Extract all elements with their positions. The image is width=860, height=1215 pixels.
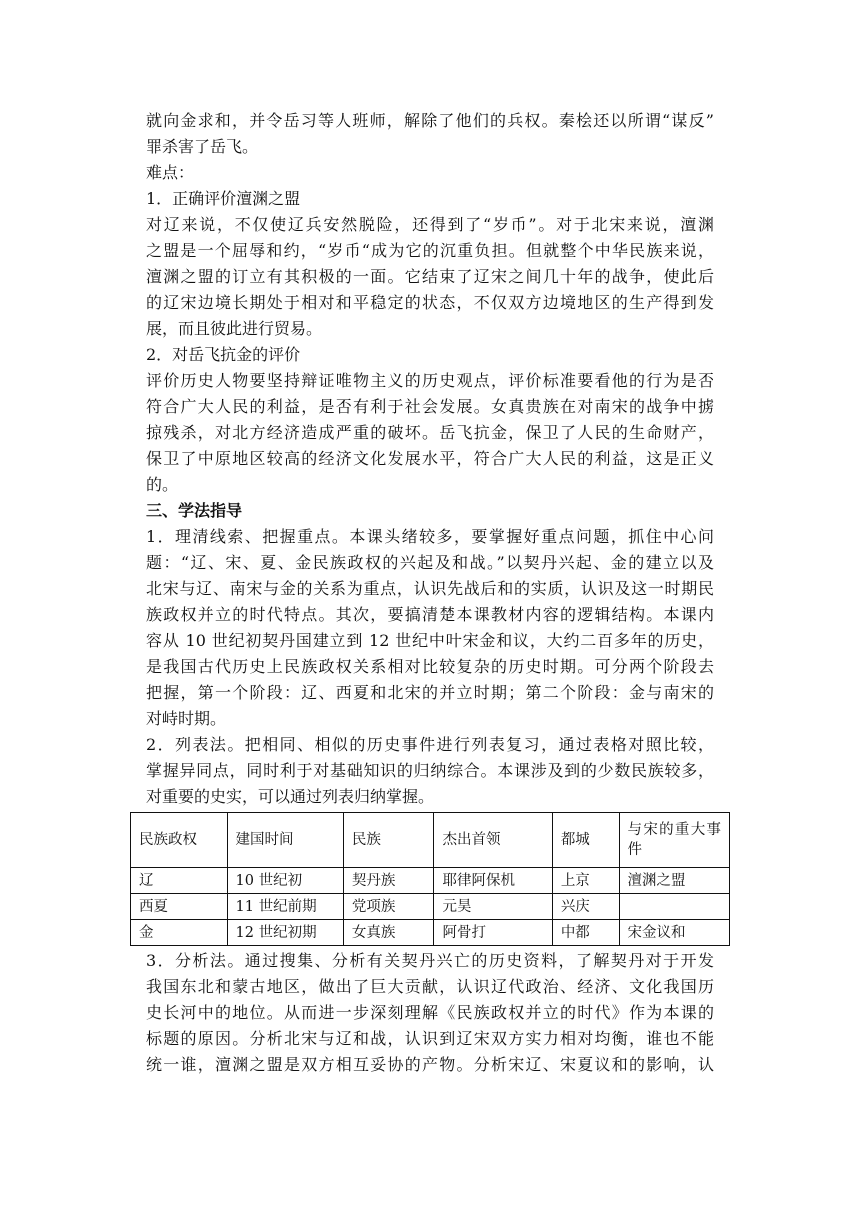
ethnic-regimes-table (130, 812, 730, 946)
table-cell: 党项族 (343, 894, 434, 920)
text-line: 北宋与辽、南宋与金的关系为重点，认识先战后和的实质，认识及这一时期民 (146, 579, 714, 598)
text-line: 保卫了中原地区较高的经济文化发展水平，符合广大人民的利益，这是正义 (146, 449, 714, 468)
text-line: 对峙时期。 (146, 709, 227, 728)
table-cell: 西夏 (131, 894, 228, 920)
text-line: 史长河中的地位。从而进一步深刻理解《民族政权并立的时代》作为本课的 (146, 1003, 714, 1022)
table-cell: 契丹族 (343, 868, 434, 894)
text-line: 之盟是一个屈辱和约，“岁币“成为它的沉重负担。但就整个中华民族来说， (146, 241, 714, 260)
text-line: 符合广大人民的利益，是否有利于社会发展。女真贵族在对南宋的战争中掳 (146, 397, 714, 416)
table-row (131, 920, 730, 946)
text-line: 难点： (146, 163, 195, 182)
table-cell: 阿骨打 (434, 920, 552, 946)
section-heading: 三、学法指导 (146, 501, 243, 520)
table-cell: 女真族 (343, 920, 434, 946)
text-line: 澶渊之盟的订立有其积极的一面。它结束了辽宋之间几十年的战争，使此后 (146, 267, 714, 286)
text-line: 掠残杀，对北方经济造成严重的破坏。岳飞抗金，保卫了人民的生命财产， (146, 423, 714, 442)
text-line: 就向金求和，并令岳习等人班师，解除了他们的兵权。秦桧还以所谓“谋反” (146, 111, 714, 130)
text-line: 对重要的史实，可以通过列表归纳掌握。 (146, 787, 435, 806)
table-cell: 元昊 (434, 894, 552, 920)
text-line: 3．分析法。通过搜集、分析有关契丹兴亡的历史资料，了解契丹对于开发 (146, 951, 714, 970)
body-text-top (146, 108, 714, 810)
table-cell: 澶渊之盟 (619, 868, 729, 894)
table-header-cell: 与宋的重大事件 (619, 813, 729, 868)
text-line: 1．理清线索、把握重点。本课头绪较多，要掌握好重点问题，抓住中心问 (146, 527, 714, 546)
table-cell: 12 世纪初期 (227, 920, 343, 946)
text-line: 1．正确评价澶渊之盟 (146, 189, 301, 208)
table-cell: 兴庆 (552, 894, 619, 920)
text-line: 2．列表法。把相同、相似的历史事件进行列表复习，通过表格对照比较， (146, 735, 714, 754)
text-line: 2．对岳飞抗金的评价 (146, 345, 301, 364)
text-line: 展，而且彼此进行贸易。 (146, 319, 323, 338)
table-cell: 上京 (552, 868, 619, 894)
text-line: 容从 10 世纪初契丹国建立到 12 世纪中叶宋金和议，大约二百多年的历史， (146, 631, 714, 650)
text-line: 评价历史人物要坚持辩证唯物主义的历史观点，评价标准要看他的行为是否 (146, 371, 714, 390)
text-line: 题：“辽、宋、夏、金民族政权的兴起及和战。”以契丹兴起、金的建立以及 (146, 553, 714, 572)
text-line: 族政权并立的时代特点。其次，要搞清楚本课教材内容的逻辑结构。本课内 (146, 605, 714, 624)
table-cell (619, 894, 729, 920)
table-header-cell: 都城 (552, 813, 619, 868)
table-row (131, 868, 730, 894)
body-text-bottom (146, 948, 714, 1078)
table-cell: 耶律阿保机 (434, 868, 552, 894)
table-cell: 宋金议和 (619, 920, 729, 946)
table-cell: 11 世纪前期 (227, 894, 343, 920)
text-line: 的。 (146, 475, 179, 494)
text-line: 把握，第一个阶段：辽、西夏和北宋的并立时期；第二个阶段：金与南宋的 (146, 683, 714, 702)
text-line: 统一谁，澶渊之盟是双方相互妥协的产物。分析宋辽、宋夏议和的影响，认 (146, 1055, 714, 1074)
text-line: 对辽来说，不仅使辽兵安然脱险，还得到了“岁币”。对于北宋来说，澶渊 (146, 215, 714, 234)
table-header-cell: 民族政权 (131, 813, 228, 868)
text-line: 的辽宋边境长期处于相对和平稳定的状态，不仅双方边境地区的生产得到发 (146, 293, 714, 312)
table-row (131, 894, 730, 920)
table-cell: 辽 (131, 868, 228, 894)
text-line: 是我国古代历史上民族政权关系相对比较复杂的历史时期。可分两个阶段去 (146, 657, 714, 676)
table-header-cell: 杰出首领 (434, 813, 552, 868)
table-header-row (131, 813, 730, 868)
text-line: 我国东北和蒙古地区，做出了巨大贡献，认识辽代政治、经济、文化我国历 (146, 977, 714, 996)
table-header-cell: 建国时间 (227, 813, 343, 868)
text-line: 掌握异同点，同时利于对基础知识的归纳综合。本课涉及到的少数民族较多， (146, 761, 714, 780)
text-line: 罪杀害了岳飞。 (146, 137, 259, 156)
table-cell: 金 (131, 920, 228, 946)
table-header-cell: 民族 (343, 813, 434, 868)
text-line: 标题的原因。分析北宋与辽和战，认识到辽宋双方实力相对均衡，谁也不能 (146, 1029, 714, 1048)
table-cell: 10 世纪初 (227, 868, 343, 894)
table-cell: 中都 (552, 920, 619, 946)
document-page (139, 108, 721, 1078)
